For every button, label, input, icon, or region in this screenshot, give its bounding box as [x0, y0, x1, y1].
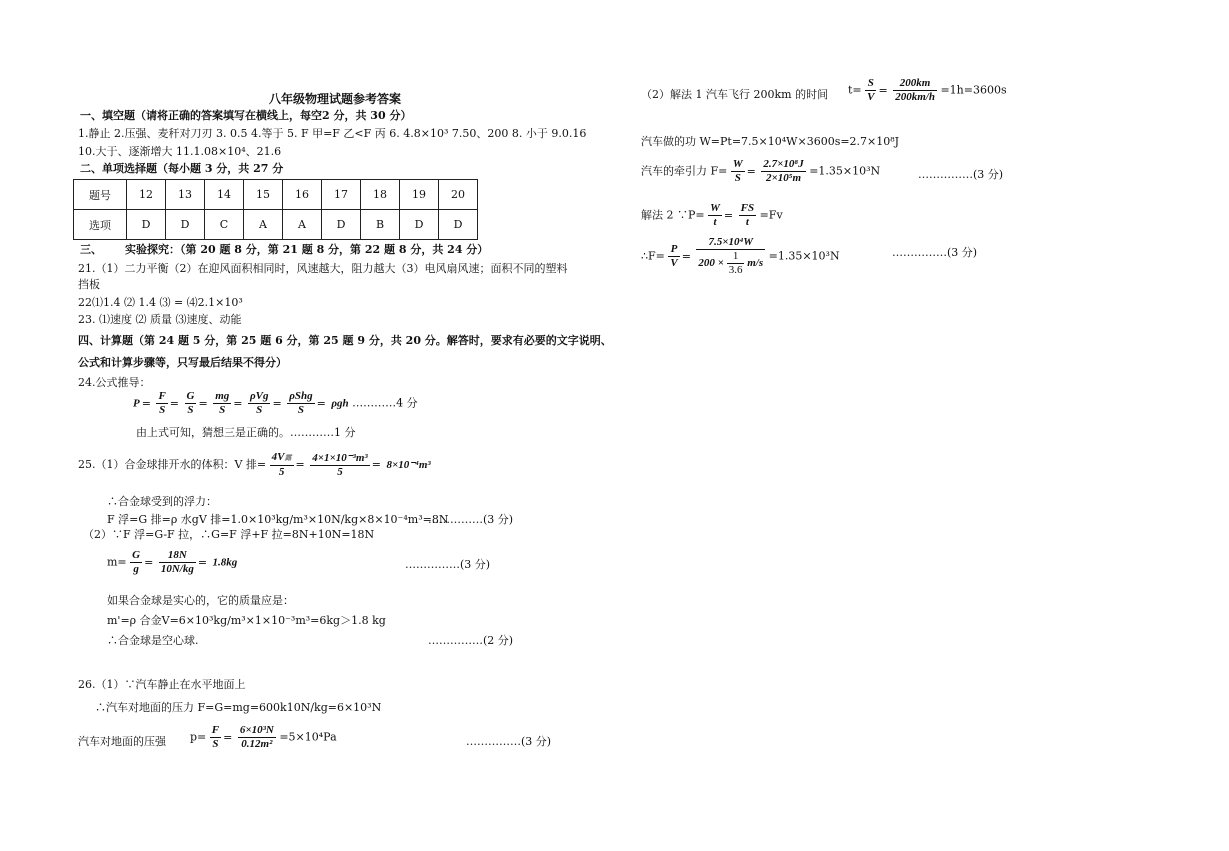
table-cell: D	[439, 210, 478, 240]
table-cell: D	[166, 210, 205, 240]
q25-buoy-label: ∴合金球受到的浮力：	[107, 495, 217, 508]
table-cell: C	[205, 210, 244, 240]
q26-line1: 26.（1）∵汽车静止在水平地面上	[78, 678, 246, 691]
table-row	[74, 210, 478, 240]
table-cell: D	[322, 210, 361, 240]
score: ……………(3 分)	[405, 558, 491, 571]
q24-title: 24.公式推导：	[78, 376, 151, 389]
table-cell: 选项	[74, 210, 127, 240]
section1-heading: 一、填空题（请将正确的答案填写在横线上，每空2 分，共 30 分）	[80, 109, 412, 122]
q24-conclusion: 由上式可知，猜想三是正确的。…………1 分	[136, 426, 356, 439]
q25-solid-label: 如果合金球是实心的，它的质量应是：	[107, 594, 294, 607]
q25-buoy-eq: F 浮=G 排=ρ 水gV 排=1.0×10³kg/m³×10N/kg×8×10⁻⁴m³=8N	[107, 513, 449, 526]
page-title: 八年级物理试题参考答案	[269, 92, 402, 106]
section4-heading: 四、计算题（第 24 题 5 分，第 25 题 6 分，第 25 题 9 分，共 20 分。解答时，要求有必要的文字说明、	[78, 334, 612, 347]
q25-intro: 25.（1）合金球排开水的体积：V 排=	[78, 458, 267, 471]
table-cell: 14	[205, 180, 244, 210]
traction-force: 汽车的牵引力 F= $\frac{W}{S}$ = $\frac{\text{2.7×10⁸J}}{\text{2×10⁵m}}$ =1.35×10³N	[641, 158, 881, 184]
q26-pressure: p= $\frac{F}{S}$ = $\frac{\text{6×10³N}}{\text{0.12m²}}$ =5×10⁴Pa	[190, 724, 337, 750]
final-force: ∴F= $\frac{P}{V}$ = 7.5×10⁴W 200 × $\frac{1}{3.6}$ m/s =1.35×10³N	[641, 236, 840, 276]
q24-formula: P = $\frac{F}{S}$ = $\frac{G}{S}$ = $\frac{mg}{S}$ = ρVg S = ρShg S = ρgh …………4 分	[133, 390, 418, 416]
table-cell: 20	[439, 180, 478, 210]
q25-volume: 25.（1）合金球排开水的体积：V 排= 4V露 5 = $\frac{\text{4×1×10⁻³m³}}{5}$ = 8×10⁻⁴m³	[78, 451, 431, 478]
q26-line3: 汽车对地面的压强	[78, 735, 166, 748]
q23-answer: 23. ⑴速度 ⑵ 质量 ⑶速度、动能	[78, 313, 242, 326]
table-cell: D	[400, 210, 439, 240]
table-cell: 15	[244, 180, 283, 210]
section3-heading: 实验探究：（第 20 题 8 分，第 21 题 8 分，第 22 题 8 分，共 24 分）	[125, 243, 489, 256]
table-cell: A	[283, 210, 322, 240]
q26-line2: ∴汽车对地面的压力 F=G=mg=600k10N/kg=6×10³N	[95, 701, 382, 714]
q21-line1: 21.（1）二力平衡（2）在迎风面积相同时，风速越大，阻力越大（3）电风扇风速；面积不同的塑料	[78, 262, 568, 275]
table-cell: D	[127, 210, 166, 240]
section3-number: 三、	[80, 243, 102, 256]
table-cell: 题号	[74, 180, 127, 210]
score: ……………(3 分)	[918, 168, 1004, 181]
table-cell: 13	[166, 180, 205, 210]
section1-line2: 10.大于、逐渐增大 11.1.08×10⁴、21.6	[78, 145, 282, 158]
table-cell: 18	[361, 180, 400, 210]
table-cell: 17	[322, 180, 361, 210]
answer-table	[73, 179, 478, 240]
q24-score: …………4 分	[352, 396, 418, 410]
section4-heading-cont: 公式和计算步骤等，只写最后结果不得分）	[78, 356, 287, 369]
section2-heading: 二、单项选择题（每小题 3 分，共 27 分	[80, 162, 284, 175]
score: ……………(3 分)	[466, 735, 552, 748]
table-cell: 19	[400, 180, 439, 210]
method1-time: t= $\frac{S}{V}$ = $\frac{200km}{200km/h}$ =1h=3600s	[848, 77, 1007, 103]
score: ……………(2 分)	[428, 634, 514, 647]
score: ……………(3 分)	[892, 246, 978, 259]
work-eq: 汽车做的功 W=Pt=7.5×10⁴W×3600s=2.7×10⁸J	[641, 135, 900, 148]
table-cell: 12	[127, 180, 166, 210]
q25-part2: （2）∵F 浮=G-F 拉，∴G=F 浮+F 拉=8N+10N=18N	[83, 528, 375, 541]
q25-solid-eq: m'=ρ 合金V=6×10³kg/m³×1×10⁻³m³=6kg＞1.8 kg	[107, 614, 386, 627]
method1-label: （2）解法 1 汽车飞行 200km 的时间	[641, 88, 829, 101]
q21-line2: 挡板	[78, 278, 100, 291]
table-cell: B	[361, 210, 400, 240]
table-cell: 16	[283, 180, 322, 210]
table-cell: A	[244, 210, 283, 240]
score: ……………(3 分)	[428, 513, 514, 526]
q25-hollow: ∴合金球是空心球.	[107, 634, 199, 647]
q25-mass: m= $\frac{G}{g}$ = $\frac{18N}{10N/kg}$ = 1.8kg	[107, 549, 238, 575]
section1-line1: 1.静止 2.压强、麦秆对刀刃 3. 0.5 4.等于 5. F 甲=F 乙<F 丙 6. 4.8×10³ 7.50、200 8. 小于 9.0.16	[78, 127, 587, 140]
q22-answer: 22⑴1.4 ⑵ 1.4 ⑶ = ⑷2.1×10³	[78, 296, 243, 309]
method2: 解法 2 ∵P= $\frac{W}{t}$ = $\frac{FS}{t}$ =Fv	[641, 202, 783, 228]
table-row	[74, 180, 478, 210]
